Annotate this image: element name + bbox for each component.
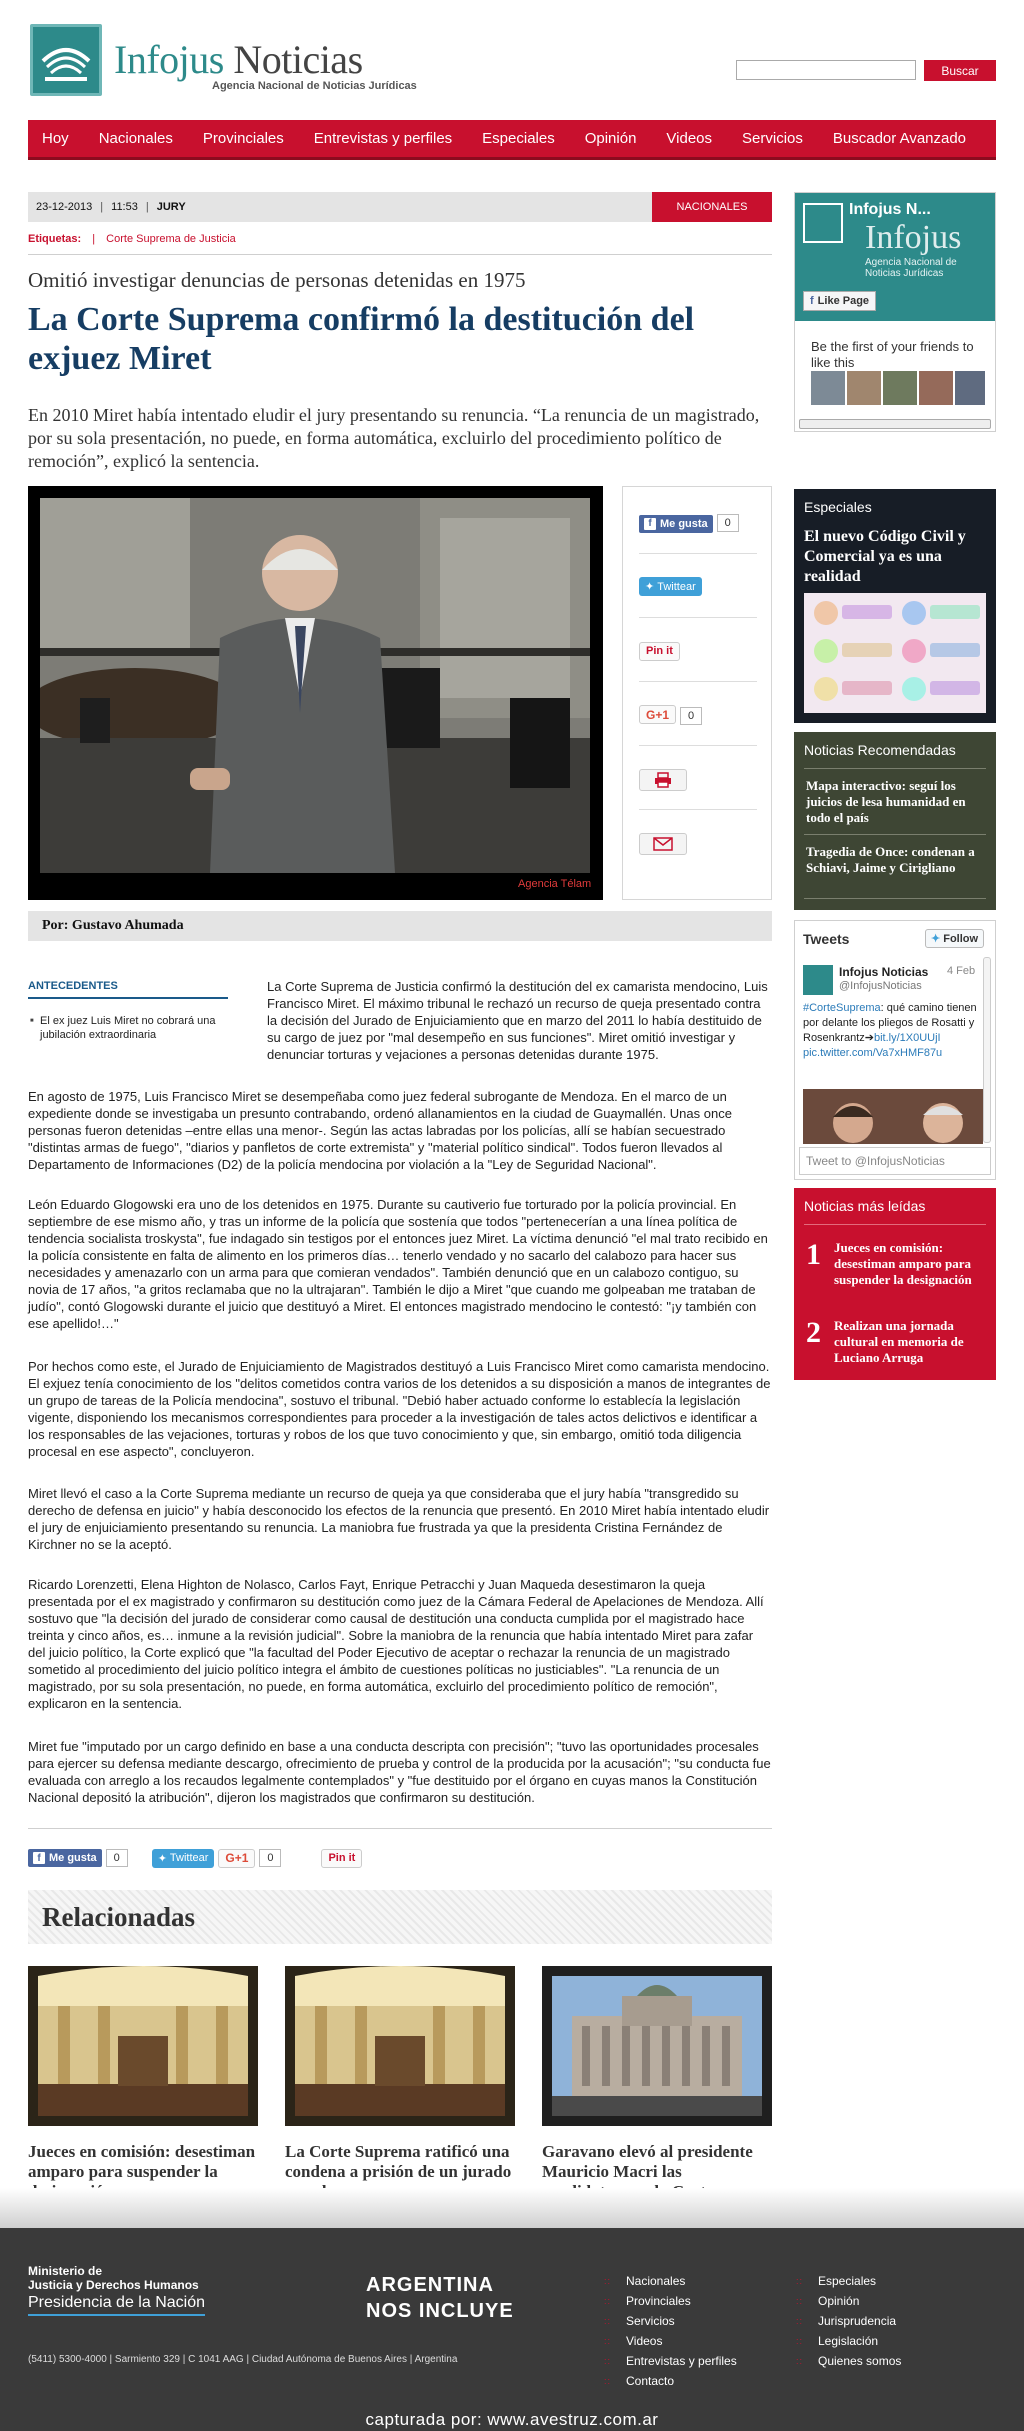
nav-item-hoy[interactable]: Hoy [42,130,69,147]
logo-subtitle: Agencia Nacional de Noticias Jurídicas [212,80,417,92]
nav-item-entrevistas[interactable]: Entrevistas y perfiles [313,130,453,147]
divider [639,809,757,810]
related-image[interactable] [285,1966,515,2126]
footer-link-opinion[interactable]: Opinión [818,2294,860,2308]
nav-item-buscador[interactable]: Buscador Avanzado [832,130,967,147]
section-badge[interactable]: NACIONALES [652,192,772,222]
footer-link-contacto[interactable]: Contacto [626,2374,675,2388]
nav-item-opinion[interactable]: Opinión [584,130,637,147]
recomendada-link[interactable]: Tragedia de Once: condenan a Schiavi, Jaime y Cirigliano [806,844,975,875]
mas-leidas-box [794,1188,996,1380]
meta-separator: | [100,201,104,213]
related-image[interactable] [542,1966,772,2126]
fb-page-name[interactable]: Infojus N... [849,201,931,218]
tags-separator: | [92,233,96,245]
tweet-to-input[interactable]: Tweet to @InfojusNoticias [799,1147,991,1175]
argentina-slogan[interactable] [366,2272,514,2324]
photo-credit: Agencia Télam [518,878,592,890]
search-button[interactable]: Buscar [924,60,996,81]
site-header [0,0,1024,115]
related-title[interactable]: Jueces en comisión: desestiman amparo para suspender la [28,2142,256,2181]
bullet-icon: :: [796,2276,804,2286]
footer-link-nacionales[interactable]: Nacionales [626,2274,686,2288]
capture-watermark: capturada por: www.avestruz.com.ar [365,2410,659,2429]
pin-row [639,641,680,661]
footer-link-entrevistas[interactable]: Entrevistas y perfiles [626,2354,737,2368]
fb-like-count: 0 [717,514,739,532]
tags-label: Etiquetas: [28,233,82,245]
article-paragraph: Miret llevó el caso a la Corte Suprema mediante un recurso de queja ya que consideraba que el jury había "transgredido su derecho de defensa en juicio" y había desconocido los efectos de la renuncia que presentó. En 2010 Miret había intentado eludir el jury de enjuiciamiento presentando su renuncia. La maniobra fue frustrada ya que la presidenta Cristina Fernández de Kirchner no se la aceptó. [28,1486,770,1552]
article-paragraph: La Corte Suprema de Justicia confirmó la destitución del ex camarista mendocino, Luis Francisco Miret. El máximo tribunal le rechazó un recurso de queja presentado contra la decisión del Jurado de Enjuiciamiento que en marzo del 2011 lo había destituido de su cargo de juez por "mal desempeño en sus funciones". Miret omitió investigar y denunciar torturas y vejaciones a personas detenidas durante 1975. [267,979,768,1062]
article-paragraph: Por hechos como este, el Jurado de Enjuiciamiento de Magistrados destituyó a Luis Francisco Miret como camarista mendocino. El exjuez tenía conocimiento de los "delitos cometidos contra varios de los detenidos a su disposición a manos de integrantes de un grupo de tareas de la Policía mendocina", sostuvo el tribunal. "Debió haber actuado conforme lo establecía la legislación vigente, disponiendo los mecanismos correspondientes para proceder a la investigación de tales actos delictivos e identificar a los responsables de las vejaciones, torturas y robos de los que tuvo conocimiento y que, sin embargo, omitió toda diligencia procesal en ese aspecto", concluyeron. [28,1359,771,1459]
fb-cover-subtitle: Agencia Nacional de Noticias Jurídicas [865,257,957,279]
tweet-hashtag[interactable]: #CorteSuprema [803,1002,881,1014]
article-photo[interactable] [40,498,590,873]
nav-item-videos[interactable]: Videos [666,130,713,147]
recomendadas-label: Noticias Recomendadas [804,742,956,758]
related-title[interactable]: Garavano elevó al presidente Mauricio Macri las [542,2142,753,2181]
especiales-image[interactable] [804,593,986,713]
pin-it-button[interactable]: Pin it [639,642,680,661]
fb-page-logo-icon [803,203,843,243]
recomendada-link[interactable]: Mapa interactivo: seguí los juicios de lesa humanidad en todo el país [806,778,966,825]
footer-link-quienes-somos[interactable]: Quienes somos [818,2354,902,2368]
tweet-date[interactable]: 4 Feb [947,965,976,977]
site-footer [0,2228,1024,2431]
bullet-icon: :: [604,2276,612,2286]
fb-like-button[interactable] [28,1849,102,1867]
envelope-icon [653,837,673,851]
friend-avatar[interactable] [883,371,917,405]
logo-icon[interactable] [30,24,102,96]
related-header: Relacionadas [28,1890,772,1944]
bullet-icon: :: [604,2376,612,2386]
tags-row [28,233,236,245]
logo-word-a: Infojus [114,37,224,82]
especiales-label: Especiales [804,499,872,515]
footer-link-servicios[interactable]: Servicios [626,2314,675,2328]
tweet-label: Twittear [169,1852,209,1864]
slogan-line-2: NOS INCLUYE [366,2300,514,2322]
related-image[interactable] [28,1966,258,2126]
logo-word-b: Noticias [223,37,363,82]
print-button[interactable] [639,769,687,791]
rank-number: 2 [806,1316,821,1349]
recomendadas-box [794,732,996,910]
nav-item-nacionales[interactable]: Nacionales [98,130,173,147]
tweet-body: : qué camino tienen por delante los pliegos de Rosatti y Rosenkrantz➔ [803,1002,977,1044]
friend-avatar[interactable] [811,371,845,405]
bullet-icon: :: [604,2316,612,2326]
gplus-button[interactable]: G+1 [218,1849,255,1868]
facebook-icon: f [810,295,814,307]
tag-link[interactable]: Corte Suprema de Justicia [106,233,236,245]
mas-leida-link[interactable]: Realizan una jornada cultural en memoria de Luciano Arruga [834,1318,964,1365]
tweet-link[interactable]: bit.ly/1X0UUjI [873,1032,941,1044]
footer-link-provinciales[interactable]: Provinciales [626,2294,691,2308]
tweet-author-handle[interactable]: @InfojusNoticias [839,980,922,992]
fb-like-page-button[interactable] [803,291,876,311]
tweets-label: Tweets [803,931,850,947]
bullet-icon: :: [796,2316,804,2326]
divider [28,1828,772,1829]
friend-avatar[interactable] [847,371,881,405]
footer-shadow [0,2188,1024,2228]
divider [804,898,986,899]
search-input[interactable] [736,60,916,80]
divider [639,681,757,682]
nav-item-servicios[interactable]: Servicios [742,130,803,147]
related-card[interactable] [285,1966,515,2202]
bullet-icon: :: [796,2356,804,2366]
fb-like-label: Me gusta [49,1852,97,1864]
facebook-icon: f [33,1852,45,1864]
divider [639,617,757,618]
article-date: 23-12-2013 [36,201,93,213]
fb-cover-wordmark: Infojus [865,219,962,256]
printer-icon [654,772,672,788]
gplus-row [639,705,702,725]
twitter-icon: ✦ [931,933,941,945]
fb-like-row [639,513,739,533]
divider [639,553,757,554]
gplus-count: 0 [259,1849,281,1867]
slogan-line-1: ARGENTINA [366,2274,494,2296]
tweets-scrollbar[interactable] [983,957,991,1143]
logo-wordmark[interactable] [114,36,363,83]
footer-link-especiales[interactable]: Especiales [818,2274,877,2288]
article-kicker: Omitió investigar denuncias de personas detenidas en 1975 [28,268,526,292]
print-row [639,769,687,791]
article-paragraph: Ricardo Lorenzetti, Elena Highton de Nolasco, Carlos Fayt, Enrique Petracchi y Juan Maqueda desestimaron la queja presentada por el ex magistrado y confirmaron su destitución como juez de la Cámara Federal de Apelaciones de Mendoza. Allí sostuvo que "la decisión del jurado de considerar como causal de destitución una conducta cumplida por el magistrado hace treinta y cinco años, es… inmune a la revisión judicial". Sobre la maniobra de la renuncia que había intentado Miret para zafar del juicio político, la Corte explicó que "la facultad del Poder Ejecutivo de aceptar o rechazar la renuncia de un magistrado sometido al procedimiento del juicio político integra el ámbito de cuestiones políticas no justiciables". "La renuncia de un magistrado, por su sola presentación, no puede, en forma automática, excluirlo del procedimiento político de remoción", explicaron en la sentencia. [28,1577,764,1711]
especiales-title[interactable]: El nuevo Código Civil y Comercial ya es una realidad [804,528,966,585]
tweet-button[interactable] [152,1849,215,1868]
friend-avatar[interactable] [919,371,953,405]
twitter-widget [794,920,996,1180]
fb-friends-text: Be the first of your friends to like this [811,339,974,370]
tweet-image[interactable] [803,1089,983,1144]
presidencia-name[interactable]: Presidencia de la Nación [28,2294,205,2316]
share-panel [622,486,772,900]
email-button[interactable] [639,833,687,855]
friend-avatar[interactable] [955,371,985,405]
article-headline: La Corte Suprema confirmó la destitución del exjuez Miret [28,301,695,377]
facebook-icon: f [644,518,656,530]
article-lead: En 2010 Miret había intentado eludir el jury presentando su renuncia. “La renuncia de un magistrado, por su sola presentación, no puede, en forma automática, excluirlo del procedimiento político de remoción”, explicó la sentencia. [28,405,760,471]
antecedentes-title: ANTECEDENTES [28,980,118,992]
fb-like-page-label: Like Page [817,295,870,307]
especiales-box [794,489,996,723]
ministerio-line-1: Ministerio de [28,2264,103,2278]
main-nav [28,120,996,160]
bullet-icon: :: [796,2296,804,2306]
bullet-icon: :: [604,2356,612,2366]
nav-item-especiales[interactable]: Especiales [482,130,555,147]
rank-number: 1 [806,1238,821,1271]
twitter-icon: ✦ [157,1852,167,1865]
tweet-label: Twittear [657,580,696,593]
twitter-follow-button[interactable] [925,929,984,948]
bottom-share-row [28,1848,362,1868]
email-row [639,833,687,855]
tweet-button[interactable] [639,577,702,596]
divider [804,1224,986,1225]
mas-leida-link[interactable]: Jueces en comisión: desestiman amparo para suspender la designación [834,1240,972,1287]
divider [28,254,772,255]
meta-separator: | [145,201,149,213]
twitter-icon: ✦ [645,581,655,593]
article-paragraph: León Eduardo Glogowski era uno de los detenidos en 1975. Durante su cautiverio fue torturado por la policía provincial. En septiembre de ese mismo año, y tras un informe de la policía que sostenía que todos "pertenecerían a una línea política de tendencia socialista troskysta", fue indagado sin testigos por el entonces juez Miret. La víctima denunció "el mal trato recibido en la policía consistente en falta de alimento en los primeros días… tenerlo vendado y no sacarlo del calabozo para hacer sus necesidades y amenazarlo con un arma para que comieran vendados". También denunció que en un calabozo contiguo, su novia de 17 años, "a gritos reclamaba que no la ultrajaran". También le dijo a Miret "que cuando me golpeaban me trataban de judío", contó Glogowski durante el juicio que destituyó a Miret. El entonces magistrado mendocino le contestó: "¡y también con ese apellido!…" [28,1197,768,1331]
ministerio-name[interactable] [28,2264,199,2292]
tweet-row [639,577,702,596]
fb-like-count: 0 [106,1849,128,1867]
gplus-count: 0 [680,707,702,725]
footer-link-jurisprudencia[interactable]: Jurisprudencia [818,2314,897,2328]
article-topic[interactable]: JURY [156,201,186,213]
related-card[interactable] [542,1966,772,2202]
nav-item-provinciales[interactable]: Provinciales [202,130,284,147]
tweet-text [803,1001,983,1061]
fb-widget-scrollbar[interactable] [799,419,991,429]
facebook-page-widget [794,192,996,432]
tweet-author-name[interactable]: Infojus Noticias [839,965,929,979]
bullet-icon: :: [604,2336,612,2346]
bullet-icon: :: [604,2296,612,2306]
article-byline: Por: Gustavo Ahumada [28,911,772,941]
footer-link-videos[interactable]: Videos [626,2334,663,2348]
footer-link-legislacion[interactable]: Legislación [818,2334,879,2348]
article-paragraph: En agosto de 1975, Luis Francisco Miret se desempeñaba como juez federal subrogante de Mendoza. En el marco de un expediente donde se investigaba un presunto contrabando, ordenó allanamientos en la ciudad de Guaymallén. Unas once personas fueron detenidas –entre ellas una menor-. Según las actas labradas por los policías, allí se habían secuestrado "distintas armas de fuego", "diarios y panfletos de corte extremista" y "material político sindical". Todos fueron llevados al Departamento de Informaciones (D2) de la policía mendocina por violación a la "Ley de Seguridad Nacional". [28,1089,732,1172]
antecedentes-link[interactable]: ■ El ex juez Luis Miret no cobrará una jubilación extraordinaria [40,1014,230,1042]
tweet-avatar[interactable] [803,965,833,995]
fb-like-label: Me gusta [660,517,708,530]
divider [804,768,986,769]
article-paragraph: Miret fue "imputado por un cargo definido en base a una conducta descripta con precisión"; "tuvo las oportunidades procesales para ejercer su defensa mediante descargo, ofrecimiento de prueba y control de la producida por la acusación"; "su conducta fue evaluada con arreglo a los recaudos legalmente contemplados" y "fue destituido por el órgano en cuyas manos la Constitución Nacional depositó la atribución", dijeron los magistrados que confirmaron su destitución. [28,1739,771,1805]
antecedentes-rule [28,997,228,999]
pin-it-button[interactable]: Pin it [321,1849,362,1868]
article-photo-frame [28,486,603,900]
fb-like-button[interactable] [639,515,713,533]
divider [639,745,757,746]
divider [804,834,986,835]
gplus-button[interactable]: G+1 [639,705,676,724]
follow-label: Follow [943,932,979,945]
mas-leidas-label: Noticias más leídas [804,1198,926,1214]
related-title[interactable]: La Corte Suprema ratificó una condena a prisión de un jurado [285,2142,512,2181]
bullet-icon: :: [796,2336,804,2346]
article-time: 11:53 [111,201,138,213]
ministerio-line-2: Justicia y Derechos Humanos [28,2278,199,2292]
footer-address: (5411) 5300-4000 | Sarmiento 329 | C 1041 AAG | Ciudad Autónoma de Buenos Aires | Argentina [28,2354,458,2365]
related-card[interactable] [28,1966,258,2202]
tweet-pic-link[interactable]: pic.twitter.com/Va7xHMF87u [803,1047,943,1059]
